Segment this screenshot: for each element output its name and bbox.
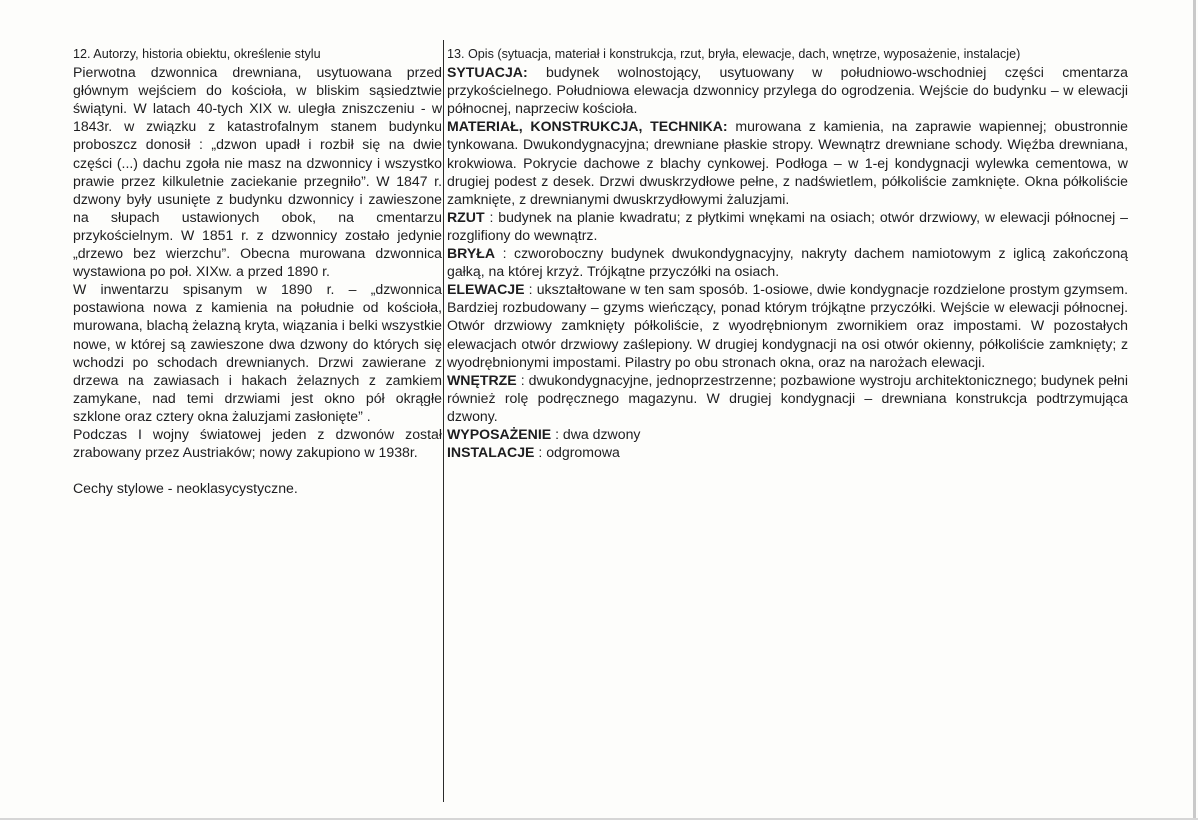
- section-label: WYPOSAŻENIE: [447, 425, 552, 442]
- left-column: [73, 45, 442, 497]
- column-divider: [443, 40, 444, 802]
- section-material: [447, 117, 1128, 207]
- section-text: murowana z kamienia, na zaprawie wapiennej; obustronnie tynkowana. Dwukondygnacyjna; drewniane płaskie stropy. Wewnątrz drewniane schody. Więźba drewniana, krokwiowa. Pokrycie dachowe z blachy cynkowej. Podłoga – w 1-ej kondygnacji wylewka cementowa, w drugiej podest z desek. Drzwi dwuskrzydłowe pełne, z nadświetlem, półkoliście zamknięte. Okna półkoliście zamknięte, z drewnianymi dwuskrzydłowymi żaluzjami.: [447, 118, 1128, 207]
- section-text: : dwa dzwony: [551, 425, 641, 442]
- section-text: : dwukondygnacyjne, jednoprzestrzenne; pozbawione wystroju architektonicznego; budynek pełni również rolę podręcznego magazynu. W drugiej kondygnacji – drewniana konstrukcja podtrzymująca dzwony.: [447, 371, 1128, 424]
- section-label: WNĘTRZE: [447, 371, 517, 388]
- scan-edge: [1193, 0, 1196, 820]
- section-bryla: [447, 244, 1128, 280]
- right-heading: 13. Opis (sytuacja, materiał i konstrukcja, rzut, bryła, elewacje, dach, wnętrze, wyposażenie, instalacje): [447, 47, 1021, 61]
- section-label: INSTALACJE: [447, 444, 535, 461]
- section-label: ELEWACJE: [447, 281, 525, 298]
- section-label: RZUT: [447, 208, 485, 225]
- section-label: SYTUACJA:: [447, 64, 528, 81]
- history-paragraph-2: W inwentarzu spisanym w 1890 r. – „dzwonnica postawiona nowa z kamienia na południe od kościoła, murowana, blachą żelazną kryta, wiązania i belki wszystkie nowe, w której są zawieszone dwa dzwony do których się wchodzi po schodach drewnianych. Drzwi zawierane z drzewa na zawiasach i hakach żelaznych z zamkiem zamykane, nad temi drzwiami jest okno pół okrągłe szklone oraz cztery okna żaluzjami zasłonięte” .: [73, 281, 442, 424]
- section-elewacje: [447, 280, 1128, 370]
- section-wyposazenie: [447, 425, 1128, 443]
- section-text: : budynek na planie kwadratu; z płytkimi wnękami na osiach; otwór drzwiowy, w elewacji północnej – rozglifiony do wewnątrz.: [447, 208, 1128, 243]
- section-text: budynek wolnostojący, usytuowany w południowo-wschodniej części cmentarza przykościelnego. Południowa elewacja dzwonnicy przylega do ogrodzenia. Wejście do budynku – w elewacji północnej, naprzeciw kościoła.: [447, 64, 1128, 117]
- section-rzut: [447, 208, 1128, 244]
- spacer: [73, 461, 442, 479]
- section-label: MATERIAŁ, KONSTRUKCJA, TECHNIKA:: [447, 118, 728, 135]
- section-wnetrze: [447, 371, 1128, 425]
- section-sytuacja: [447, 63, 1128, 117]
- history-paragraph-3: Podczas I wojny światowej jeden z dzwonów został zrabowany przez Austriaków; nowy zakupiono w 1938r.: [73, 425, 442, 461]
- left-heading: 12. Autorzy, historia obiektu, określenie stylu: [73, 47, 321, 61]
- history-paragraph-1: Pierwotna dzwonnica drewniana, usytuowana przed głównym wejściem do kościoła, w bliskim sąsiedztwie świątyni. W latach 40-tych XIX w. uległa zniszczeniu - w 1843r. w związku z katastrofalnym stanem budynku proboszcz donosił : „dzwon upadł i rozbił się na dwie części (...) dachu zgoła nie masz na dzwonnicy i wszystko prawie przez kilkuletnie zaciekanie przegniło”. W 1847 r. dzwony były usunięte z budynku dzwonnicy i zawieszone na słupach ustawionych obok, na cmentarzu przykościelnym. W 1851 r. z dzwonnicy zostało jedynie „drzewo bez wierzchu”. Obecna murowana dzwonnica wystawiona po poł. XIXw. a przed 1890 r.: [73, 64, 442, 280]
- style-note: Cechy stylowe - neoklasycystyczne.: [73, 480, 298, 497]
- section-label: BRYŁA: [447, 245, 496, 262]
- section-text: : ukształtowane w ten sam sposób. 1-osiowe, dwie kondygnacje rozdzielone prostym gzymsem. Bardziej rozbudowany – gzyms wieńczący, ponad którym trójkątne przyczółki. Wejście w elewacji północnej. Otwór drzwiowy zamknięty półkoliście, z wyodrębnionym zwornikiem oraz impostami. W pozostałych elewacjach otwór drzwiowy zaślepiony. W drugiej kondygnacji na osi otwór okienny, półkoliście zamknięty; z wyodrębnionymi impostami. Pilastry po obu stronach okna, oraz na narożach elewacji.: [447, 281, 1128, 370]
- right-column: [447, 45, 1128, 461]
- section-instalacje: [447, 443, 1128, 461]
- section-text: : odgromowa: [534, 444, 620, 461]
- section-text: : czworoboczny budynek dwukondygnacyjny, nakryty dachem namiotowym z iglicą zakończoną gałką, na której krzyż. Trójkątne przyczółki na osiach.: [447, 245, 1128, 280]
